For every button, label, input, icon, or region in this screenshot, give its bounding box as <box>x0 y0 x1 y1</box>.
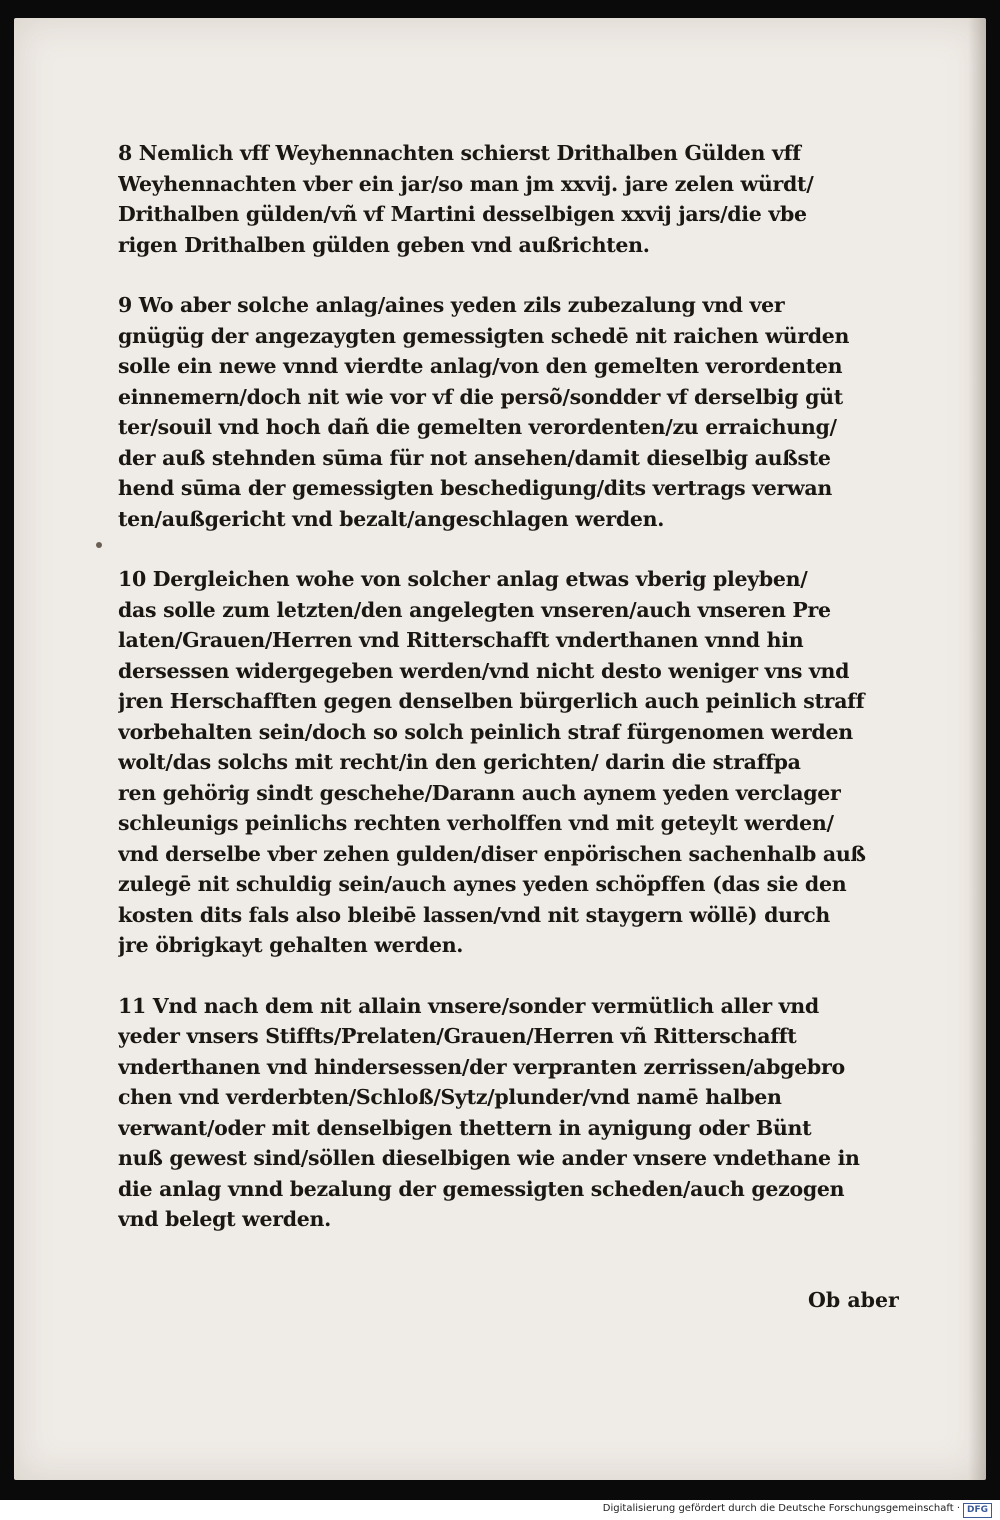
text-line: ten/außgericht vnd bezalt/angeschlagen werden. <box>118 506 665 531</box>
dfg-logo-icon: DFG <box>963 1503 992 1518</box>
text-line: rigen Drithalben gülden geben vnd außrichten. <box>118 232 650 257</box>
text-line: verwant/oder mit denselbigen thettern in aynigung oder Bünt <box>118 1115 812 1140</box>
text-line: Weyhennachten vber ein jar/so man jm xxvij. jare zelen würdt/ <box>118 171 814 196</box>
page-edge-shadow <box>968 18 986 1480</box>
text-line: hend sūma der gemessigten beschedigung/dits vertrags verwan <box>118 476 832 500</box>
text-line: schleunigs peinlichs rechten verholffen vnd mit geteylt werden/ <box>118 811 834 835</box>
footer-credit: Digitalisierung gefördert durch die Deutsche Forschungsgemeinschaft · <box>602 1503 960 1514</box>
paragraph <box>118 290 918 534</box>
text-line: ren gehörig sindt geschehe/Darann auch aynem yeden verclager <box>118 780 841 805</box>
text-line: dersessen widergegeben werden/vnd nicht desto weniger vns vnd <box>118 658 850 683</box>
text-line: vorbehalten sein/doch so solch peinlich straf fürgenomen werden <box>118 719 853 744</box>
text-line: jre öbrigkayt gehalten werden. <box>118 933 464 957</box>
text-line: der auß stehnden sūma für not ansehen/damit dieselbig außste <box>118 445 831 470</box>
text-line: 9 Wo aber solche anlag/aines yeden zils zubezalung vnd ver <box>118 293 785 317</box>
text-line: 10 Dergleichen wohe von solcher anlag etwas vberig pleyben/ <box>118 567 808 591</box>
text-line: laten/Grauen/Herren vnd Ritterschafft vnderthanen vnnd hin <box>118 628 804 652</box>
text-line: einnemern/doch nit wie vor vf die persõ/sondder vf derselbig güt <box>118 384 843 409</box>
text-line: vnd belegt werden. <box>118 1207 331 1231</box>
text-line: Drithalben gülden/vñ vf Martini desselbigen xxvij jars/die vbe <box>118 202 807 226</box>
text-line: vnd derselbe vber zehen gulden/diser enpörischen sachenhalb auß <box>118 841 866 866</box>
paragraph <box>118 564 918 961</box>
text-line: yeder vnsers Stiffts/Prelaten/Grauen/Herren vñ Ritterschafft <box>118 1024 797 1048</box>
paragraph <box>118 138 918 260</box>
digitization-footer <box>0 1500 1000 1520</box>
text-line: 11 Vnd nach dem nit allain vnsere/sonder vermütlich aller vnd <box>118 993 819 1018</box>
paragraph <box>118 991 918 1235</box>
text-line: zulegē nit schuldig sein/auch aynes yeden schöpffen (das sie den <box>118 872 847 896</box>
ink-stain <box>96 542 102 548</box>
text-line: die anlag vnnd bezalung der gemessigten scheden/auch gezogen <box>118 1176 845 1201</box>
catchword: Ob aber <box>808 1288 899 1312</box>
text-line: vnderthanen vnd hindersessen/der verpranten zerrissen/abgebro <box>118 1054 845 1079</box>
text-line: ter/souil vnd hoch dañ die gemelten verordenten/zu erraichung/ <box>118 415 837 439</box>
text-line: nuß gewest sind/söllen dieselbigen wie ander vnsere vndethane in <box>118 1146 860 1170</box>
page-text-block <box>118 138 918 1265</box>
text-line: das solle zum letzten/den angelegten vnseren/auch vnseren Pre <box>118 597 831 622</box>
text-line: 8 Nemlich vff Weyhennachten schierst Drithalben Gülden vff <box>118 141 801 165</box>
text-line: gnügüg der angezaygten gemessigten schedē nit raichen würden <box>118 323 850 348</box>
text-line: solle ein newe vnnd vierdte anlag/von den gemelten verordenten <box>118 354 843 378</box>
text-line: jren Herschafften gegen denselben bürgerlich auch peinlich straff <box>118 689 865 713</box>
text-line: wolt/das solchs mit recht/in den gerichten/ darin die straffpa <box>118 750 801 774</box>
text-line: kosten dits fals also bleibē lassen/vnd nit staygern wöllē) durch <box>118 902 830 927</box>
text-line: chen vnd verderbten/Schloß/Sytz/plunder/vnd namē halben <box>118 1085 782 1109</box>
